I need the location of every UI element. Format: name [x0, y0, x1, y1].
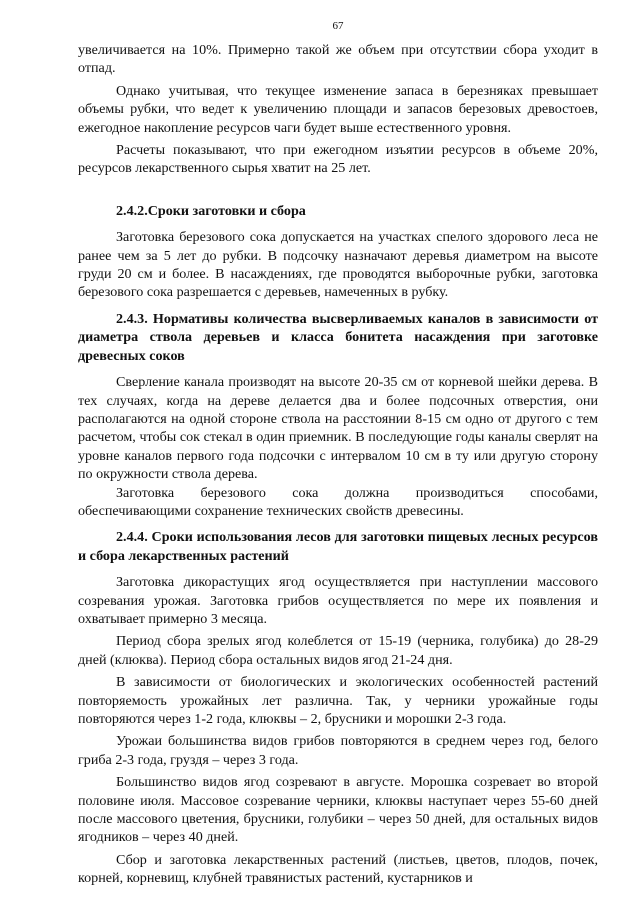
paragraph: В зависимости от биологических и экологических особенностей растений повторяемость урожайных лет различна. Так, у черники урожайные годы повторяются через 1-2 года, клюквы – 2, брусники и морошки 2-3 года.: [78, 674, 598, 727]
paragraph: Заготовка березового сока должна производиться способами, обеспечивающими сохранение технических свойств древесины.: [78, 484, 598, 519]
paragraph: Сбор и заготовка лекарственных растений (листьев, цветов, плодов, почек, корней, корневищ, клубней травянистых растений, кустарников и: [78, 851, 598, 887]
paragraph: Заготовка березового сока допускается на участках спелого здорового леса не ранее чем за 5 лет до рубки. В подсочку назначают деревья диаметром на высоте груди 20 см и более. В насаждениях, где проводятся выборочные рубки, заготовка березового сока разрешается с деревьев, намеченных в рубку.: [78, 229, 598, 301]
page-number: 67: [332, 20, 344, 32]
document-page: [78, 20, 598, 888]
paragraph: Сверление канала производят на высоте 20-35 см от корневой шейки дерева. В тех случаях, когда на дереве делается два и более подсочных отверстия, они располагаются на одной стороне ствола на расстоянии 8-15 см одно от другого с тем расчетом, чтобы сок стекал в один приемник. В последующие годы каналы сверлят на уровне каналов первого года подсочки с интервалом 10 см в ту или другую сторону по окружности ствола дерева.: [78, 374, 598, 483]
section-heading-2-4-4: 2.4.4. Сроки использования лесов для заготовки пищевых лесных ресурсов и сбора лекарственных растений: [78, 529, 598, 564]
paragraph: Урожаи большинства видов грибов повторяются в среднем через год, белого гриба 2-3 года, груздя – через 3 года.: [78, 733, 598, 768]
paragraph: Однако учитывая, что текущее изменение запаса в березняках превышает объемы рубки, что ведет к увеличению площади и запасов березовых древостоев, ежегодное накопление ресурсов чаги будет выше естественного уровня.: [78, 82, 598, 136]
paragraph: Расчеты показывают, что при ежегодном изъятии ресурсов в объеме 20%, ресурсов лекарственного сырья хватит на 25 лет.: [78, 142, 598, 177]
paragraph: Период сбора зрелых ягод колеблется от 15-19 (черника, голубика) до 28-29 дней (клюква). Период сбора остальных видов ягод 21-24 дня.: [78, 633, 598, 668]
paragraph: Заготовка дикорастущих ягод осуществляется при наступлении массового созревания урожая. Заготовка грибов осуществляется по мере их появления и охватывает примерно 3 месяца.: [78, 574, 598, 627]
section-heading-2-4-3: 2.4.3. Нормативы количества высверливаемых каналов в зависимости от диаметра ствола деревьев и класса бонитета насаждения при заготовке древесных соков: [78, 310, 598, 364]
paragraph: Большинство видов ягод созревают в августе. Морошка созревает во второй половине июля. Массовое созревание черники, клюквы наступает через 55-60 дней после массового цветения, брусники, голубики – через 50 дней, для остальных видов ягодников – через 40 дней.: [78, 774, 598, 846]
paragraph: увеличивается на 10%. Примерно такой же объем при отсутствии сбора уходит в отпад.: [78, 42, 598, 77]
section-heading-2-4-2: 2.4.2.Сроки заготовки и сбора: [116, 202, 306, 219]
